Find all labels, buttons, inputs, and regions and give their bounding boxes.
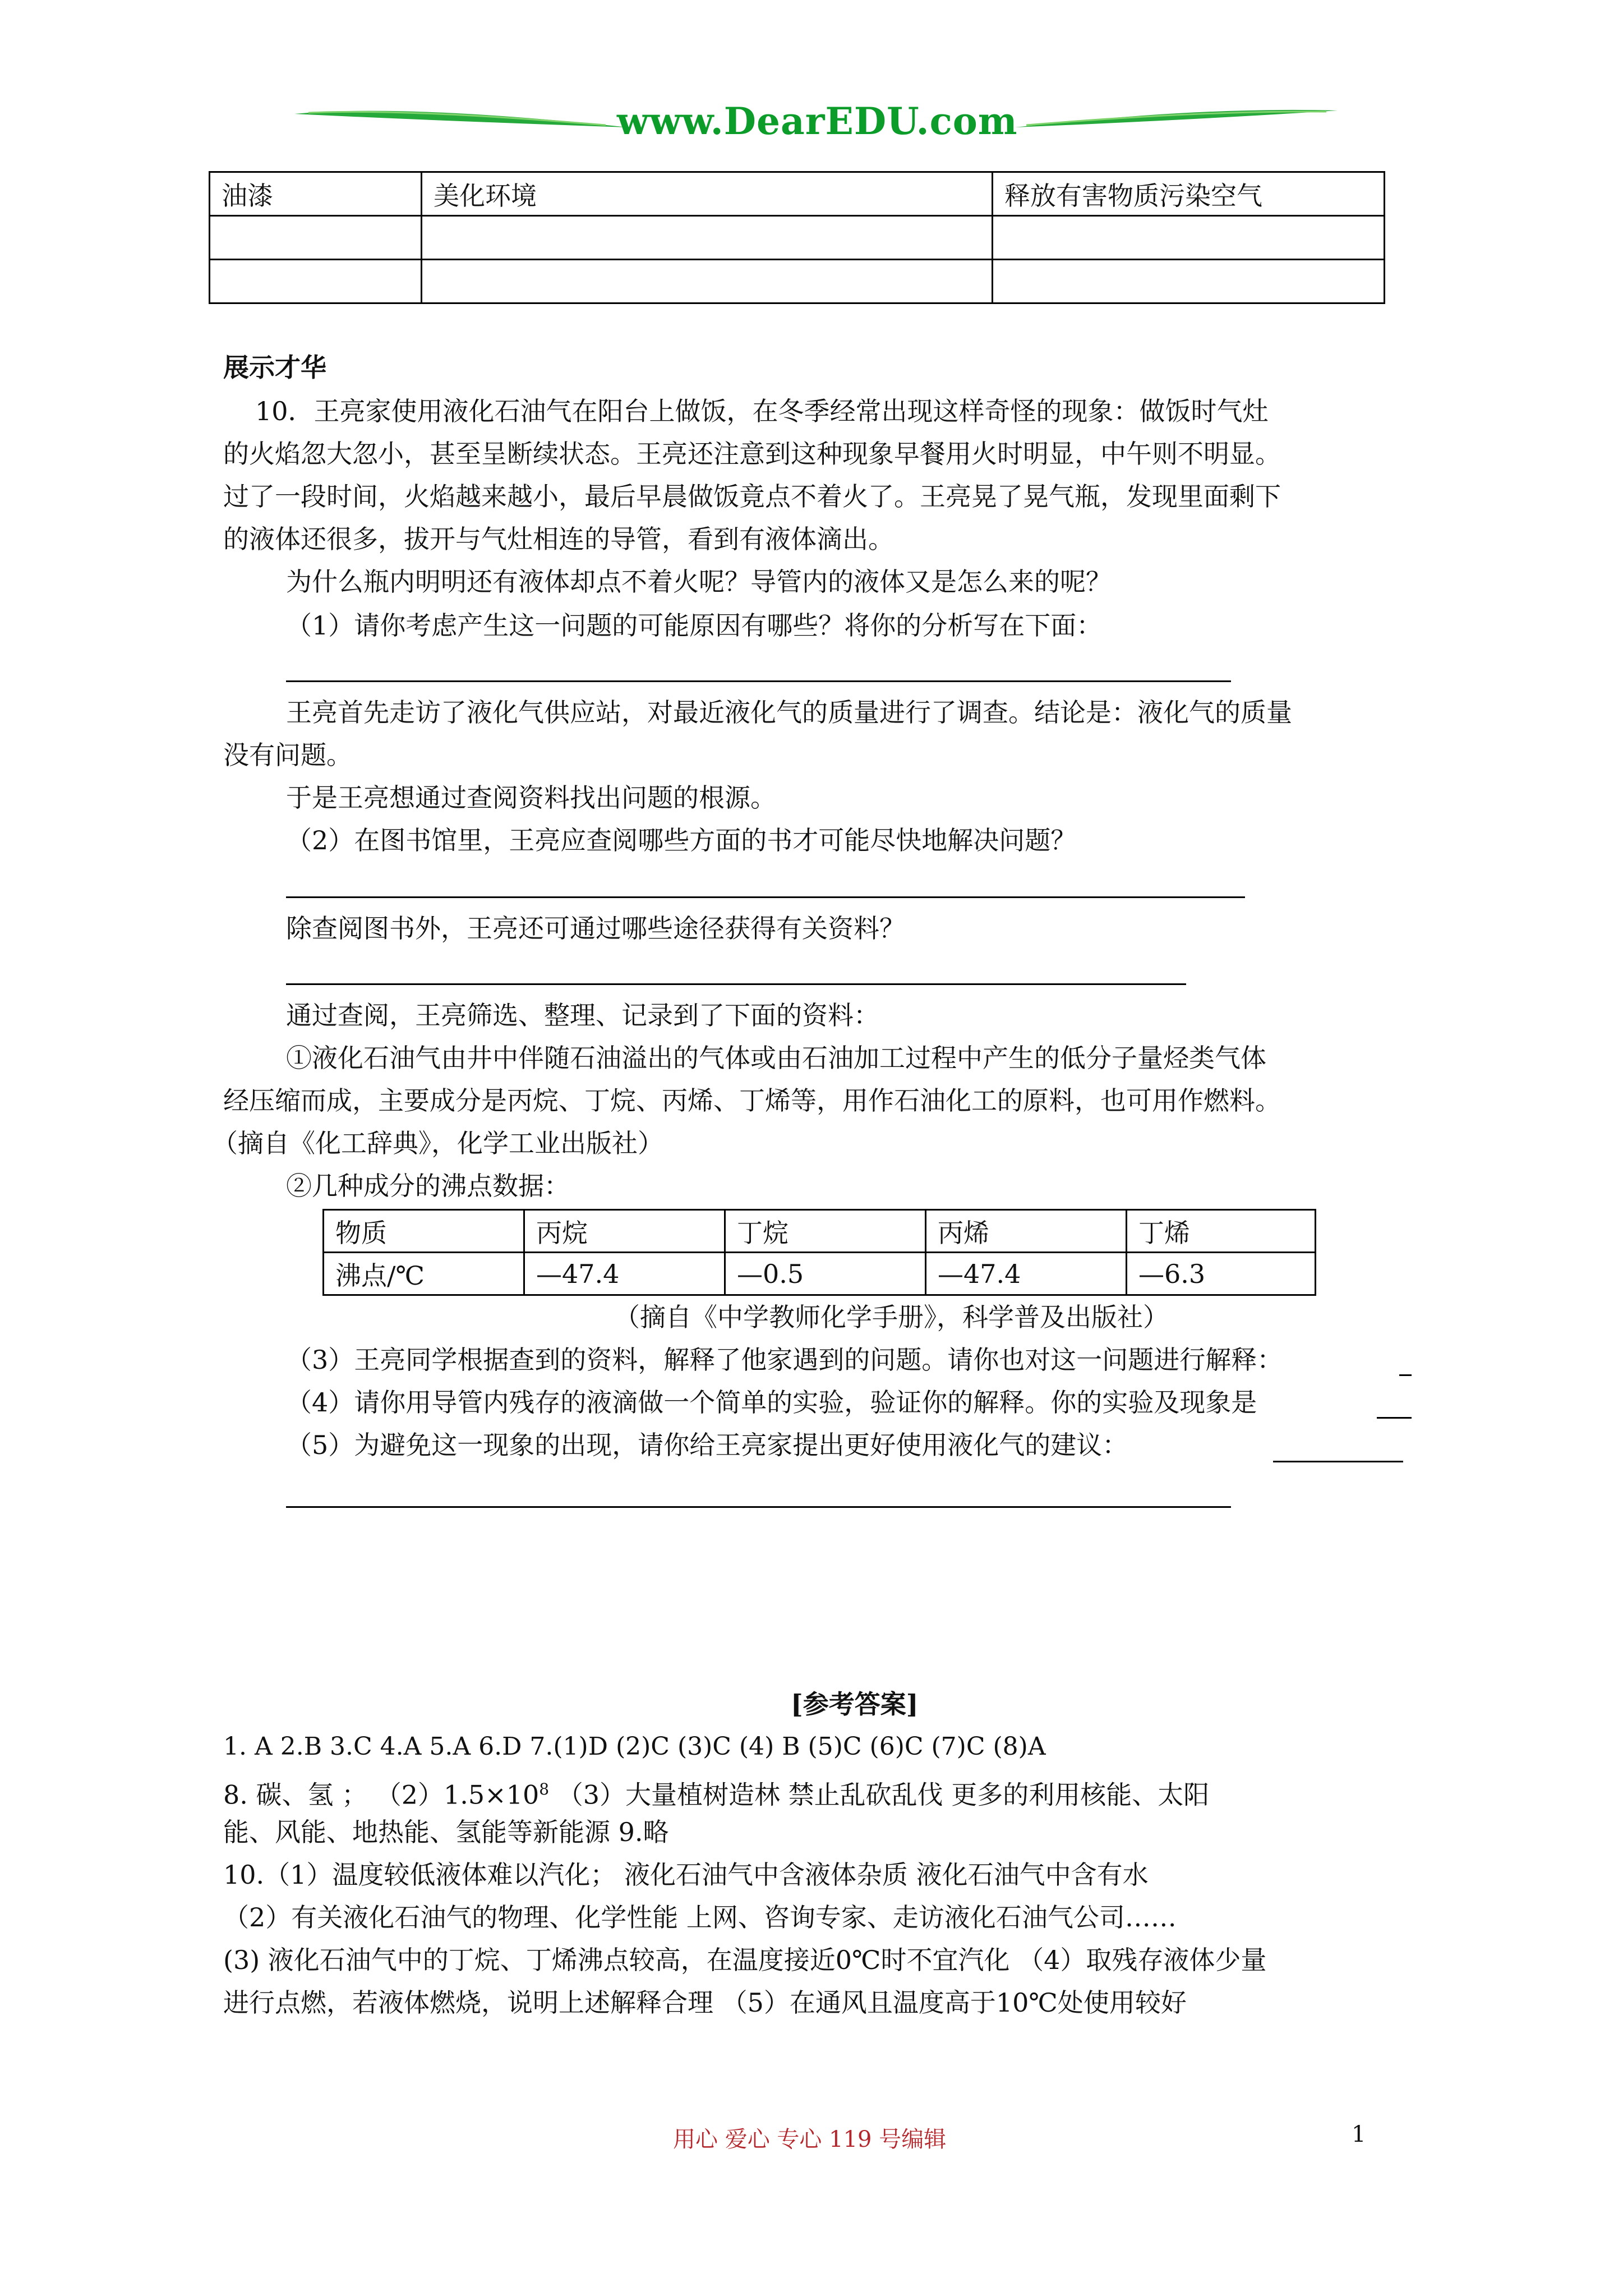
q10-info1-source: （摘自《化工辞典》，化学工业出版社） <box>212 1128 663 1158</box>
answer-line[interactable] <box>1273 1461 1403 1462</box>
table-cell <box>993 216 1385 260</box>
table-cell <box>993 260 1385 303</box>
answers-line: 进行点燃，若液体燃烧，说明上述解释合理 （5）在通风且温度高于10℃处使用较好 <box>223 1987 1187 2018</box>
q10-survey: 王亮首先走访了液化气供应站，对最近液化气的质量进行了调查。结论是：液化气的质量 <box>286 697 1292 728</box>
answers-exponent: 8 <box>539 1780 550 1798</box>
q10-question: 为什么瓶内明明还有液体却点不着火呢？导管内的液体又是怎么来的呢？ <box>286 567 1112 597</box>
q10-info1: ①液化石油气由井中伴随石油溢出的气体或由石油加工过程中产生的低分子量烃类气体 <box>286 1043 1266 1073</box>
answers-text: （3）大量植树造林 禁止乱砍乱伐 更多的利用核能、太阳 <box>549 1779 1210 1810</box>
boiling-point-table <box>322 1209 1316 1296</box>
table-row <box>210 216 1385 260</box>
q10-part4: （4）请你用导管内残存的液滴做一个简单的实验，验证你的解释。你的实验及现象是 <box>286 1387 1257 1418</box>
table-header-cell: 物质 <box>324 1210 524 1253</box>
answers-line: 10.（1）温度较低液体难以汽化； 液化石油气中含液体杂质 液化石油气中含有水 <box>223 1860 1149 1890</box>
q10-source2: （摘自《中学教师化学手册》，科学普及出版社） <box>614 1302 1169 1332</box>
logo-text: www.DearEDU.com <box>617 99 1018 143</box>
table-header-cell: 丙烯 <box>926 1210 1127 1253</box>
answer-line[interactable] <box>286 1506 1231 1508</box>
answer-line[interactable] <box>1377 1417 1412 1419</box>
table-cell <box>422 216 993 260</box>
q10-part5: （5）为避免这一现象的出现，请你给王亮家提出更好使用液化气的建议： <box>286 1430 1128 1460</box>
answers-title: [参考答案] <box>791 1689 919 1719</box>
q10-other: 除查阅图书外，王亮还可通过哪些途径获得有关资料？ <box>286 913 905 944</box>
answers-line: （2）有关液化石油气的物理、化学性能 上网、咨询专家、走访液化石油气公司…… <box>223 1902 1177 1932</box>
table-header-cell: 丁烷 <box>725 1210 926 1253</box>
table-cell <box>210 216 422 260</box>
table-cell <box>422 260 993 303</box>
table-cell: —6.3 <box>1127 1253 1316 1295</box>
table-cell: 油漆 <box>210 172 422 216</box>
q10-intro-line: 过了一段时间，火焰越来越小，最后早晨做饭竟点不着火了。王亮晃了晃气瓶，发现里面剩下 <box>223 481 1281 512</box>
section-title: 展示才华 <box>223 352 326 383</box>
table-cell: 沸点/℃ <box>324 1253 524 1295</box>
table-header-cell: 丙烷 <box>524 1210 725 1253</box>
q10-part3: （3）王亮同学根据查到的资料，解释了他家遇到的问题。请你也对这一问题进行解释： <box>286 1345 1283 1375</box>
q10-intro-line: 的火焰忽大忽小，甚至呈断续状态。王亮还注意到这种现象早餐用火时明显，中午则不明显。 <box>223 439 1281 469</box>
q10-part2: （2）在图书馆里，王亮应查阅哪些方面的书才可能尽快地解决问题？ <box>286 825 1077 855</box>
answers-line: 能、风能、地热能、氢能等新能源 9.略 <box>223 1817 669 1847</box>
table-row <box>324 1210 1316 1253</box>
top-table <box>209 171 1385 304</box>
logo-swoosh-left-icon <box>292 98 628 143</box>
q10-survey: 没有问题。 <box>223 740 352 770</box>
answer-line[interactable] <box>286 680 1231 682</box>
answer-line[interactable] <box>286 896 1245 898</box>
page-number: 1 <box>1352 2122 1366 2147</box>
q10-records: 通过查阅，王亮筛选、整理、记录到了下面的资料： <box>286 1000 879 1030</box>
answers-text: 8. 碳、氢 ； （2）1.5×10 <box>223 1779 540 1810</box>
table-row <box>210 260 1385 303</box>
table-cell <box>210 260 422 303</box>
table-header-cell: 丁烯 <box>1127 1210 1316 1253</box>
answer-line[interactable] <box>1399 1374 1412 1376</box>
q10-info2: ②几种成分的沸点数据： <box>286 1171 570 1201</box>
table-cell: 美化环境 <box>422 172 993 216</box>
table-cell: —47.4 <box>524 1253 725 1295</box>
table-cell: —0.5 <box>725 1253 926 1295</box>
table-cell: —47.4 <box>926 1253 1127 1295</box>
table-row <box>324 1253 1316 1295</box>
table-cell: 释放有害物质污染空气 <box>993 172 1385 216</box>
logo-swoosh-right-icon <box>1015 98 1340 143</box>
q10-intro-line: 的液体还很多，拔开与气灶相连的导管，看到有液体滴出。 <box>223 524 894 554</box>
table-row <box>210 172 1385 216</box>
footer-text: 用心 爱心 专心 119 号编辑 <box>673 2127 947 2152</box>
q10-intro-line: 10．王亮家使用液化石油气在阳台上做饭，在冬季经常出现这样奇怪的现象：做饭时气灶 <box>255 396 1269 426</box>
q10-then: 于是王亮想通过查阅资料找出问题的根源。 <box>286 783 776 813</box>
answers-line: (3) 液化石油气中的丁烷、丁烯沸点较高，在温度接近0℃时不宜汽化 （4）取残存液体少量 <box>223 1945 1267 1975</box>
answers-line: 1. A 2.B 3.C 4.A 5.A 6.D 7.(1)D (2)C (3)C (4) B (5)C (6)C (7)C (8)A <box>223 1732 1046 1761</box>
answer-line[interactable] <box>286 983 1186 985</box>
q10-info1: 经压缩而成，主要成分是丙烷、丁烷、丙烯、丁烯等，用作石油化工的原料，也可用作燃料。 <box>223 1085 1281 1116</box>
answers-line <box>223 1773 1209 1811</box>
q10-part1: （1）请你考虑产生这一问题的可能原因有哪些？将你的分析写在下面： <box>286 610 1103 641</box>
header-logo <box>292 93 1340 154</box>
